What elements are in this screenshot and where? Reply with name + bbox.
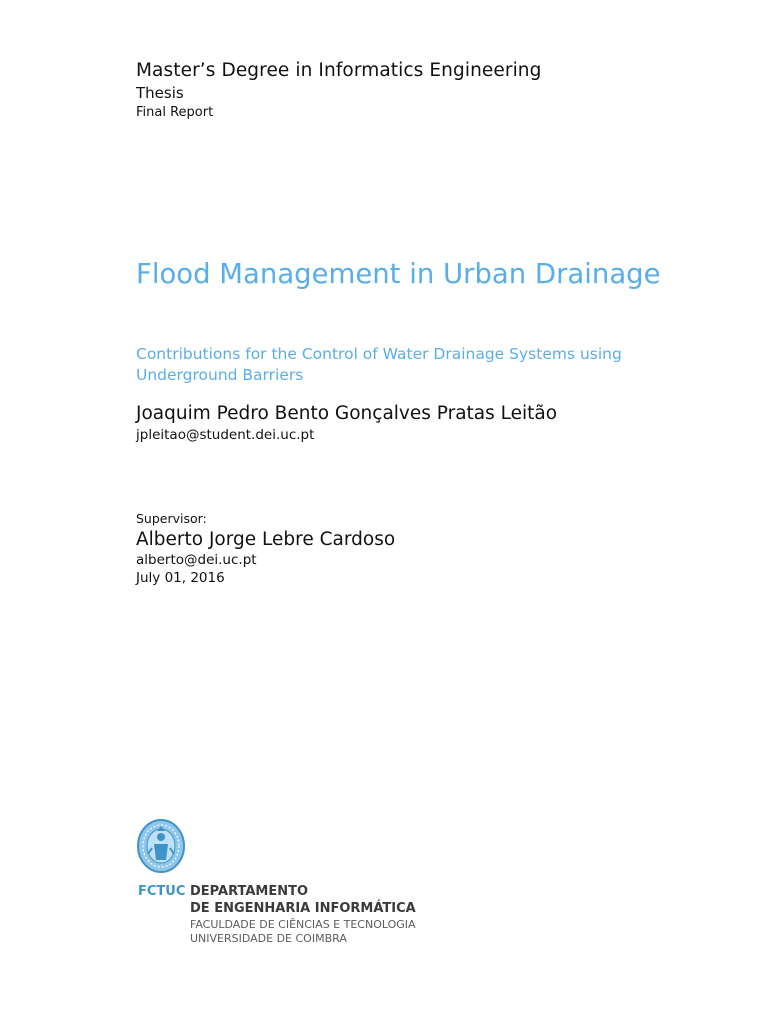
supervisor-name: Alberto Jorge Lebre Cardoso	[136, 529, 396, 550]
document-subtitle: Contributions for the Control of Water Drainage Systems using Underground Barriers	[136, 345, 622, 384]
submission-date: July 01, 2016	[136, 570, 225, 586]
supervisor-label: Supervisor:	[136, 511, 207, 526]
logo-department-line2: DE ENGENHARIA INFORMÁTICA	[190, 901, 416, 916]
report-stage: Final Report	[136, 105, 214, 120]
author-name: Joaquim Pedro Bento Gonçalves Pratas Leitão	[136, 403, 558, 424]
logo-department-line1: DEPARTAMENTO	[190, 884, 309, 899]
logo-university-line: UNIVERSIDADE DE COIMBRA	[190, 932, 347, 945]
document-type: Thesis	[136, 84, 184, 102]
author-email: jpleitao@student.dei.uc.pt	[136, 427, 315, 443]
logo-faculty-line: FACULDADE DE CIÊNCIAS E TECNOLOGIA	[190, 918, 416, 931]
document-title: Flood Management in Urban Drainage	[136, 258, 661, 290]
supervisor-email: alberto@dei.uc.pt	[136, 552, 257, 568]
logo-acronym: FCTUC	[138, 884, 186, 899]
university-seal-icon	[136, 818, 186, 874]
degree-program: Master’s Degree in Informatics Engineering	[136, 60, 542, 81]
